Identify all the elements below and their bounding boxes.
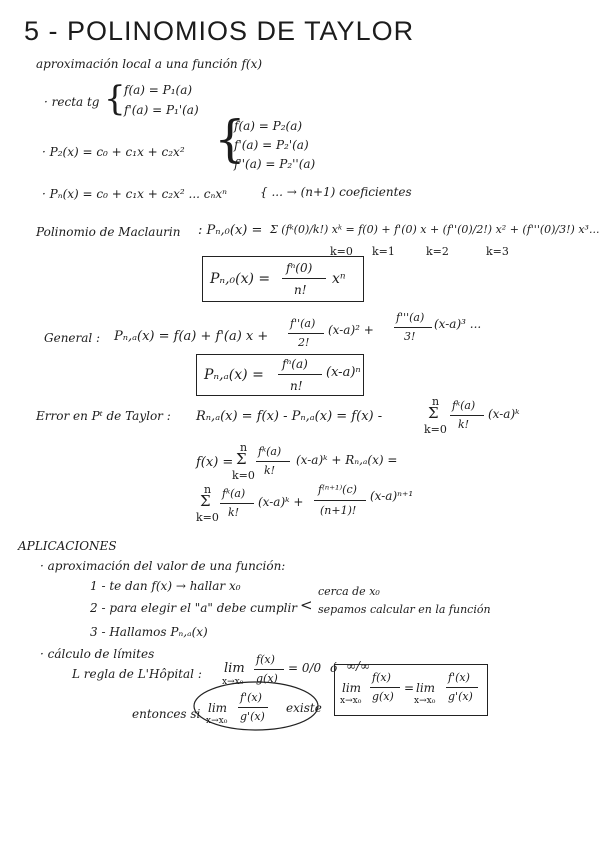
error-line2-sum-bot: k=0 bbox=[232, 469, 255, 482]
result-gp: g'(x) bbox=[448, 690, 473, 703]
maclaurin-lhs: : Pₙ,₀(x) = bbox=[198, 223, 263, 238]
tangent-cond-1: f(a) = P₁(a) bbox=[124, 83, 193, 97]
maclaurin-k0: k=0 bbox=[330, 245, 353, 258]
applications-step-1: 1 - te dan f(x) → hallar x₀ bbox=[90, 579, 241, 593]
general-boxed-tail: (x-a)ⁿ bbox=[326, 365, 361, 380]
p2-cond-1: f(a) = P₂(a) bbox=[234, 119, 303, 133]
result-lim-1: lim bbox=[342, 681, 362, 695]
general-t2-den: 2! bbox=[298, 336, 310, 349]
fraction-bar bbox=[446, 687, 478, 688]
then-label: entonces si bbox=[132, 707, 201, 721]
error-line2-tail: (x-a)ᵏ + Rₙ,ₐ(x) = bbox=[296, 453, 398, 467]
cond-gp: g'(x) bbox=[240, 710, 265, 723]
result-lim-2-sub: x→x₀ bbox=[414, 696, 436, 706]
maclaurin-sum: Σ (fᵏ(0)/k!) xᵏ = f(0) + f'(0) x + (f''(0)/2!) x² + (f'''(0)/3!) x³... bbox=[270, 223, 600, 236]
maclaurin-boxed-den: n! bbox=[294, 283, 307, 297]
error-line3-tail: (x-a)ᵏ + bbox=[258, 495, 304, 509]
applications-item-1: · aproximación del valor de una función: bbox=[40, 559, 286, 573]
error-line3-sum-top: n bbox=[204, 483, 212, 496]
maclaurin-boxed-lhs: Pₙ,₀(x) = bbox=[210, 271, 271, 287]
lhopital-inf: ∞/∞ bbox=[346, 659, 371, 673]
error-line3-sum-bot: k=0 bbox=[196, 511, 219, 524]
maclaurin-boxed-num: fⁿ(0) bbox=[286, 261, 313, 275]
general-boxed-num: fⁿ(a) bbox=[282, 357, 308, 371]
error-line2-sum-top: n bbox=[240, 441, 248, 454]
lhopital-f: f(x) bbox=[256, 653, 275, 666]
maclaurin-k3: k=3 bbox=[486, 245, 509, 258]
applications-step-2: 2 - para elegir el "a" debe cumplir bbox=[90, 601, 298, 615]
applications-step-2-b: sepamos calcular en la función bbox=[318, 603, 491, 616]
lhopital-g: g(x) bbox=[256, 672, 278, 685]
lhopital-zero: = 0/0 bbox=[288, 661, 322, 675]
general-t3-tail: (x-a)³ ... bbox=[434, 317, 482, 331]
error-expression: Rₙ,ₐ(x) = f(x) - Pₙ,ₐ(x) = f(x) - bbox=[196, 409, 383, 424]
applications-step-2-a: cerca de x₀ bbox=[318, 585, 380, 598]
page-title: 5 - POLINOMIOS DE TAYLOR bbox=[24, 16, 415, 46]
maclaurin-k2: k=2 bbox=[426, 245, 449, 258]
cond-lim-sub: x→x₀ bbox=[206, 716, 228, 726]
tangent-cond-2: f'(a) = P₁'(a) bbox=[124, 103, 199, 117]
result-equals: = bbox=[404, 681, 415, 695]
exists-label: existe bbox=[286, 701, 322, 715]
general-t2-num: f''(a) bbox=[290, 317, 316, 330]
error-den: k! bbox=[458, 418, 470, 431]
error-num: fᵏ(a) bbox=[452, 399, 476, 412]
fraction-bar bbox=[238, 707, 268, 708]
tangent-label: · recta tg bbox=[44, 95, 100, 109]
general-t2-tail: (x-a)² + bbox=[328, 323, 374, 337]
applications-heading: APLICACIONES bbox=[18, 539, 117, 553]
applications-step-3: 3 - Hallamos Pₙ,ₐ(x) bbox=[90, 625, 208, 639]
error-label: Error en Pᵗ de Taylor : bbox=[36, 409, 171, 423]
error-line2-num: fᵏ(a) bbox=[258, 445, 282, 458]
result-lim-2: lim bbox=[416, 681, 436, 695]
intro-text: aproximación local a una función f(x) bbox=[36, 57, 263, 71]
lhopital-label: L regla de L'Hôpital : bbox=[72, 667, 202, 681]
general-t3-den: 3! bbox=[404, 330, 416, 343]
cond-fp: f'(x) bbox=[240, 691, 262, 704]
pn-note: { ... → (n+1) coeficientes bbox=[260, 185, 412, 199]
error-sum-top: n bbox=[432, 395, 440, 408]
fraction-bar bbox=[370, 687, 400, 688]
pn-expression: · Pₙ(x) = c₀ + c₁x + c₂x² ... cₙxⁿ bbox=[42, 187, 227, 201]
general-label: General : bbox=[44, 331, 101, 345]
general-boxed-den: n! bbox=[290, 379, 303, 393]
p2-cond-3: f''(a) = P₂''(a) bbox=[234, 157, 316, 171]
result-f: f(x) bbox=[372, 671, 391, 684]
general-t3-num: f'''(a) bbox=[396, 311, 425, 324]
p2-expression: · P₂(x) = c₀ + c₁x + c₂x² bbox=[42, 145, 185, 159]
error-sum-bot: k=0 bbox=[424, 423, 447, 436]
general-boxed-lhs: Pₙ,ₐ(x) = bbox=[204, 367, 264, 383]
lhopital-lim-sub: x→x₀ bbox=[222, 677, 244, 687]
sigma-icon: Σ bbox=[200, 492, 211, 510]
error-tail: (x-a)ᵏ bbox=[488, 407, 520, 421]
p2-cond-2: f'(a) = P₂'(a) bbox=[234, 138, 309, 152]
less-than-icon: < bbox=[300, 596, 313, 614]
brace-icon: { bbox=[104, 79, 126, 119]
general-expression: Pₙ,ₐ(x) = f(a) + f'(a) x + bbox=[114, 329, 269, 344]
result-fp: f'(x) bbox=[448, 671, 470, 684]
error-line3-den: k! bbox=[228, 506, 240, 519]
error-line3-num: fᵏ(a) bbox=[222, 487, 246, 500]
lhopital-or: ó bbox=[330, 661, 338, 675]
lhopital-lim: lim bbox=[224, 661, 245, 676]
error-line2-lhs: f(x) = bbox=[196, 455, 234, 470]
result-g: g(x) bbox=[372, 690, 394, 703]
error-rem-tail: (x-a)ⁿ⁺¹ bbox=[370, 489, 414, 503]
error-rem-den: (n+1)! bbox=[320, 504, 357, 517]
sigma-icon: Σ bbox=[428, 404, 439, 422]
result-lim-1-sub: x→x₀ bbox=[340, 696, 362, 706]
error-line2-den: k! bbox=[264, 464, 276, 477]
maclaurin-label: Polinomio de Maclaurin bbox=[36, 225, 181, 239]
maclaurin-k1: k=1 bbox=[372, 245, 395, 258]
error-rem-num: f⁽ⁿ⁺¹⁾(c) bbox=[318, 483, 357, 496]
cond-lim: lim bbox=[208, 701, 228, 715]
maclaurin-boxed-tail: xⁿ bbox=[332, 271, 346, 287]
brace-icon: { bbox=[214, 110, 246, 168]
sigma-icon: Σ bbox=[236, 450, 247, 468]
applications-item-2: · cálculo de límites bbox=[40, 647, 155, 661]
